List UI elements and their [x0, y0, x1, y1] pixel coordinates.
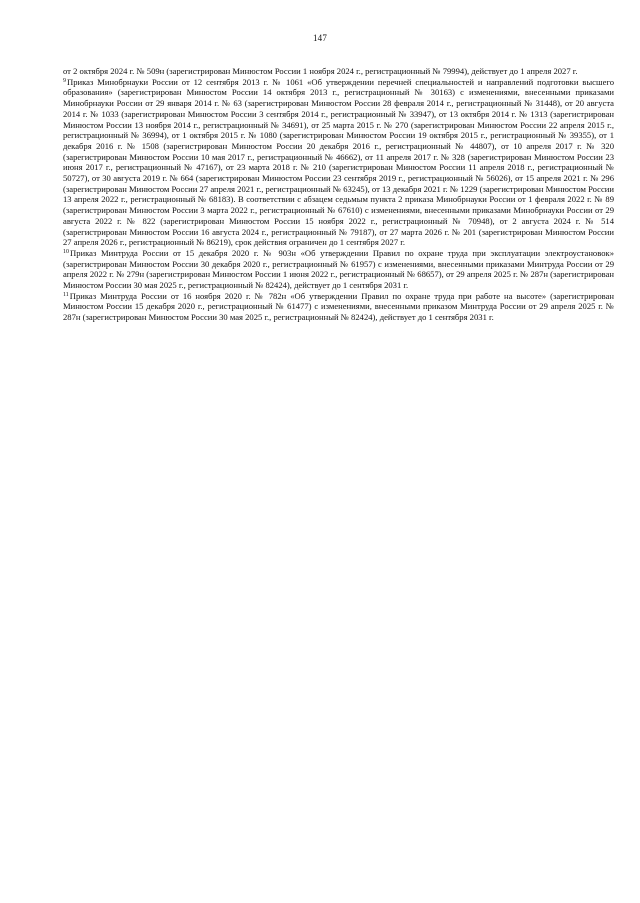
footnote-marker: 10 — [63, 248, 69, 255]
footnote-text: Приказ Минтруда России от 15 декабря 2020 г. № 903н «Об утверждении Правил по охране труда при эксплуатации электроустановок» (зарегистрирован Минюстом России 30 декабря 2020 г., регистрационный № 61957) с изменениями, внесенными приказами Минтруда России от 29 апреля 2022 г. № 279н (зарегистрирован Минюстом России 1 июня 2022 г., регистрационный № 68657), от 29 апреля 2025 г. № 287н (зарегистрирован Минюстом России 30 мая 2025 г., регистрационный № 82424), действует до 1 сентября 2031 г. — [63, 247, 614, 291]
page-number: 147 — [312, 33, 328, 43]
footnote-text: Приказ Минтруда России от 16 ноября 2020 г. № 782н «Об утверждении Правил по охране труда при работе на высоте» (зарегистрирован Минюстом России 15 декабря 2020 г., регистрационный № 61477) с изменениями, внесенными приказом Минтруда России от 29 апреля 2025 г. № 287н (зарегистрирован Минюстом России 30 мая 2025 г., регистрационный № 82424), действует до 1 сентября 2031 г. — [63, 290, 614, 323]
footnote-continuation — [63, 66, 614, 77]
footnote-marker: 9 — [63, 77, 66, 84]
footnote-text: Приказ Минобрнауки России от 12 сентября 2013 г. № 1061 «Об утверждении перечней специальностей и направлений подготовки высшего образования» (зарегистрирован Минюстом России 14 октября 2013 г., регистрационный № 30163) с изменениями, внесенными приказами Минобрнауки России от 29 января 2014 г. № 63 (зарегистрирован Минюстом России 28 февраля 2014 г., регистрационный № 31448), от 20 августа 2014 г. № 1033 (зарегистрирован Минюстом России 3 сентября 2014 г., регистрационный № 33947), от 13 октября 2014 г. № 1313 (зарегистрирован Минюстом России 13 ноября 2014 г., регистрационный № 34691), от 25 марта 2015 г. № 270 (зарегистрирован Минюстом России 22 апреля 2015 г., регистрационный № 36994), от 1 октября 2015 г. № 1080 (зарегистрирован Минюстом России 19 октября 2015 г., регистрационный № 39355), от 1 декабря 2016 г. № 1508 (зарегистрирован Минюстом России 20 декабря 2016 г., регистрационный № 44807), от 10 апреля 2017 г. № 320 (зарегистрирован Минюстом России 10 мая 2017 г., регистрационный № 46662), от 11 апреля 2017 г. № 328 (зарегистрирован Минюстом России 23 июня 2017 г., регистрационный № 47167), от 23 марта 2018 г. № 210 (зарегистрирован Минюстом России 11 апреля 2018 г., регистрационный № 50727), от 30 августа 2019 г. № 664 (зарегистрирован Минюстом России 23 сентября 2019 г., регистрационный № 56026), от 15 апреля 2021 г. № 296 (зарегистрирован Минюстом России 27 апреля 2021 г., регистрационный № 63245), от 13 декабря 2021 г. № 1229 (зарегистрирован Минюстом России 13 апреля 2022 г., регистрационный № 68183). В соответствии с абзацем седьмым пункта 2 приказа Минобрнауки России от 1 февраля 2022 г. № 89 (зарегистрирован Минюстом России 3 марта 2022 г., регистрационный № 67610) с изменениями, внесенными приказами Минобрнауки России от 29 августа 2022 г. № 822 (зарегистрирован Минюстом России 15 ноября 2022 г., регистрационный № 70948), от 2 августа 2024 г. № 514 (зарегистрирован Минюстом России 16 августа 2024 г., регистрационный № 79187), от 27 марта 2026 г. № 201 (зарегистрирован Минюстом России 27 апреля 2026 г., регистрационный № 86219), срок действия ограничен до 1 сентября 2027 г. — [63, 76, 614, 248]
footnote-10 — [63, 248, 614, 291]
footnote-text: от 2 октября 2024 г. № 509н (зарегистрирован Минюстом России 1 ноября 2024 г., регистрационный № 79994), действует до 1 апреля 2027 г. — [63, 66, 578, 76]
footnote-11 — [63, 291, 614, 323]
footnote-marker: 11 — [63, 291, 69, 298]
footnote-9 — [63, 77, 614, 248]
footnotes-block — [63, 66, 614, 323]
